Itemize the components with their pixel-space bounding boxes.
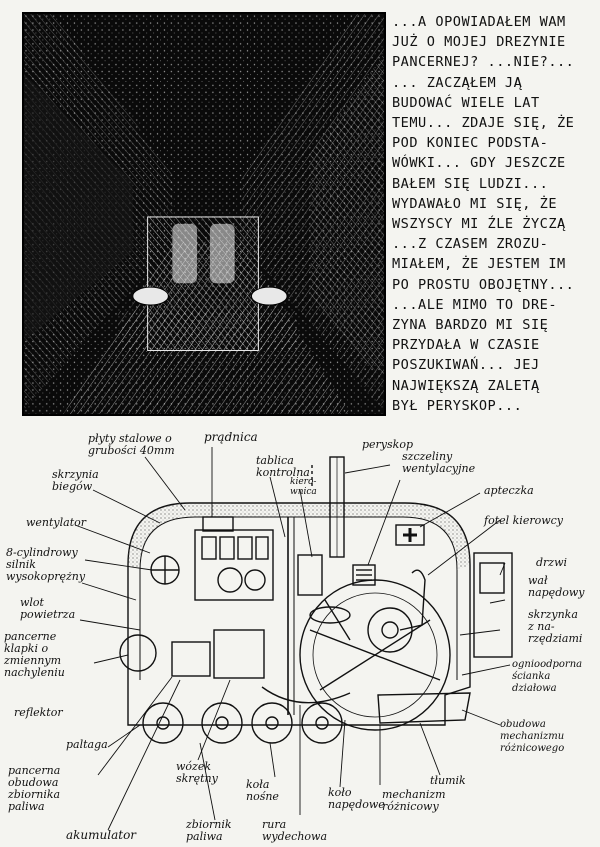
bogie-wheel (202, 703, 242, 743)
narration-line: ...A OPOWIADAŁEM WAM (392, 14, 566, 30)
label-battery: akumulator (66, 828, 137, 842)
narration-line: ...Z CZASEM ZROZU- (392, 236, 549, 253)
narration-line: ...ALE MIMO TO DRE- (392, 296, 557, 313)
label-periscope: peryskop (362, 438, 413, 451)
narration-line: PO PROSTU OBOJĘTNY... (392, 276, 575, 293)
differential-housing (378, 693, 470, 723)
narration-line: NAJWIĘKSZĄ ZALETĄ (392, 377, 540, 394)
label-tank-armor: pancerna obudowa zbiornika paliwa (8, 764, 61, 813)
label-armor-flaps: pancerne klapki o zmiennym nachyleniu (4, 630, 65, 679)
narration-line: WÓWKI... GDY JESZCZE (392, 155, 566, 172)
narration-line: BAŁEM SIĘ LUDZI... (392, 175, 549, 192)
narration-line: WYDAWAŁO MI SIĘ, ŻE (392, 195, 557, 212)
label-paltaga: paltaga (66, 738, 108, 751)
label-engine: 8-cylindrowy silnik wysokoprężny (6, 546, 86, 583)
narration-line: ... ZACZĄŁEM JĄ (392, 74, 523, 91)
label-control-panel: tablica kontrolna (256, 454, 310, 479)
narration-line: TEMU... ZDAJE SIĘ, ŻE (392, 115, 575, 132)
label-drive-wheel: koło napędowe (328, 786, 385, 811)
narration-line: JUŻ O MOJEJ DREZYNIE (392, 34, 566, 51)
label-steering: kiero- wnica (290, 477, 317, 497)
label-first-aid: apteczka (484, 484, 534, 497)
label-muffler: tłumik (430, 774, 466, 787)
label-generator: prądnica (204, 430, 258, 444)
control-panel (298, 555, 322, 595)
hull-outline (128, 503, 470, 725)
label-vent-slits: szczeliny wentylacyjne (402, 450, 476, 475)
draisine-cutaway-diagram (0, 425, 600, 847)
label-air-intake: wlot powietrza (20, 596, 76, 621)
label-differential: mechanizm różnicowy (382, 788, 446, 813)
label-gearbox: skrzynia biegów (52, 468, 99, 493)
label-firewall: ognioodporna ścianka działowa (512, 659, 583, 694)
right-headlight (251, 287, 287, 305)
carrier-wheel (252, 703, 292, 743)
tunnel-drawing (24, 14, 384, 414)
label-reflector: reflektor (14, 706, 63, 719)
narration-text (392, 12, 594, 422)
left-headlight (133, 287, 169, 305)
narration-line: PANCERNEJ? ...NIE?... (392, 54, 575, 71)
label-exhaust-pipe: rura wydechowa (262, 818, 328, 843)
reflector (120, 635, 156, 671)
exhaust-pipe (262, 687, 350, 703)
label-carrier-wheels: koła nośne (246, 778, 279, 803)
narration-line: POSZUKIWAŃ... JEJ (392, 357, 540, 374)
label-fuel-tank: zbiornik paliwa (186, 818, 232, 843)
battery (172, 642, 210, 676)
narration-line: PRZYDAŁA W CZASIE (392, 337, 540, 354)
narration-line: ZYNA BARDZO MI SIĘ (392, 317, 549, 334)
label-bogie: wózek skrętny (176, 760, 218, 785)
narration-line: BUDOWAĆ WIELE LAT (392, 94, 540, 111)
narration-line: MIAŁEM, ŻE JESTEM IM (392, 256, 566, 273)
label-door: drzwi (536, 556, 568, 569)
bogie-wheel (143, 703, 183, 743)
label-driver-seat: fotel kierowcy (484, 514, 564, 527)
narration-line: BYŁ PERYSKOP... (392, 397, 523, 414)
narration-line: POD KONIEC PODSTA- (392, 135, 549, 152)
label-drive-shaft: wał napędowy (528, 574, 585, 599)
fuel-tank (214, 630, 264, 678)
narration-line: WSZYSCY MI ŹLE ŻYCZĄ (392, 216, 566, 233)
label-armor-plates: płyty stalowe o grubości 40mm (88, 432, 175, 457)
tunnel-illustration (22, 12, 386, 416)
steering-wheel (310, 607, 350, 623)
label-differential-housing: obudowa mechanizmu różnicowego (500, 719, 565, 754)
label-fan: wentylator (26, 516, 87, 529)
label-toolbox: skrzynka z na- rzędziami (528, 608, 583, 645)
